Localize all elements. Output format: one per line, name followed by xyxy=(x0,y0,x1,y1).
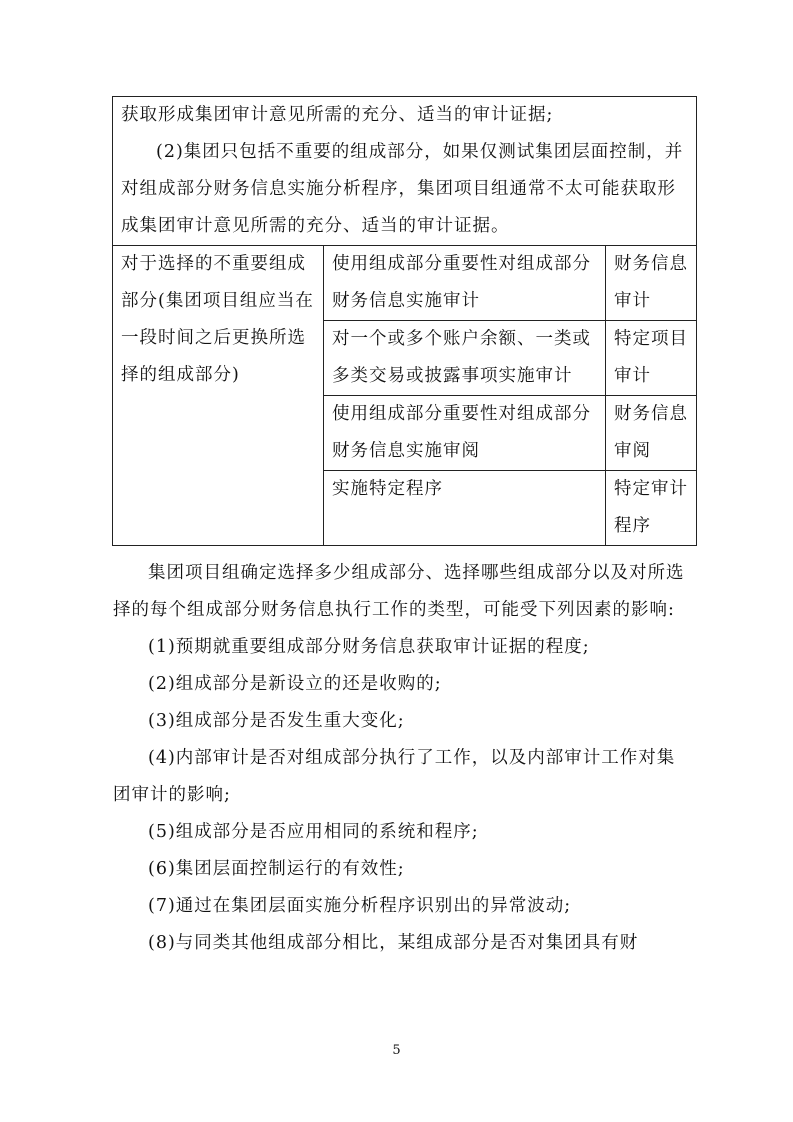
table-top-cell xyxy=(113,97,697,246)
table-row xyxy=(113,246,697,321)
list-item: (7)通过在集团层面实施分析程序识别出的异常波动; xyxy=(148,896,572,916)
work-type-cell: 财务信息审阅 xyxy=(606,396,697,471)
top-cell-line: 获取形成集团审计意见所需的充分、适当的审计证据; xyxy=(121,105,554,125)
list-item: (1)预期就重要组成部分财务信息获取审计证据的程度; xyxy=(148,637,590,657)
procedure-cell: 使用组成部分重要性对组成部分财务信息实施审计 xyxy=(324,246,606,321)
work-type-cell: 特定审计程序 xyxy=(606,471,697,546)
procedure-cell: 对一个或多个账户余额、一类或多类交易或披露事项实施审计 xyxy=(324,321,606,396)
intro-paragraph: 集团项目组确定选择多少组成部分、选择哪些组成部分以及对所选择的每个组成部分财务信息执行工作的类型，可能受下列因素的影响: xyxy=(113,563,685,620)
top-cell-paragraph: (2)集团只包括不重要的组成部分，如果仅测试集团层面控制，并对组成部分财务信息实施分析程序，集团项目组通常不太可能获取形成集团审计意见所需的充分、适当的审计证据。 xyxy=(121,142,684,236)
component-selection-cell: 对于选择的不重要组成部分(集团项目组应当在一段时间之后更换所选择的组成部分) xyxy=(113,246,324,546)
list-item: (5)组成部分是否应用相同的系统和程序; xyxy=(148,822,479,842)
work-type-cell: 财务信息审计 xyxy=(606,246,697,321)
list-item: (4)内部审计是否对组成部分执行了工作，以及内部审计工作对集团审计的影响; xyxy=(113,748,676,805)
procedure-cell: 实施特定程序 xyxy=(324,471,606,546)
list-item: (2)组成部分是新设立的还是收购的; xyxy=(148,674,442,694)
page-number: 5 xyxy=(392,1043,401,1058)
work-type-cell: 特定项目审计 xyxy=(606,321,697,396)
list-item: (3)组成部分是否发生重大变化; xyxy=(148,711,405,731)
list-item: (8)与同类其他组成部分相比，某组成部分是否对集团具有财 xyxy=(148,933,639,953)
procedure-cell: 使用组成部分重要性对组成部分财务信息实施审阅 xyxy=(324,396,606,471)
body-text xyxy=(113,555,693,962)
audit-work-table xyxy=(112,96,697,546)
table-row xyxy=(113,97,697,246)
list-item: (6)集团层面控制运行的有效性; xyxy=(148,859,405,879)
